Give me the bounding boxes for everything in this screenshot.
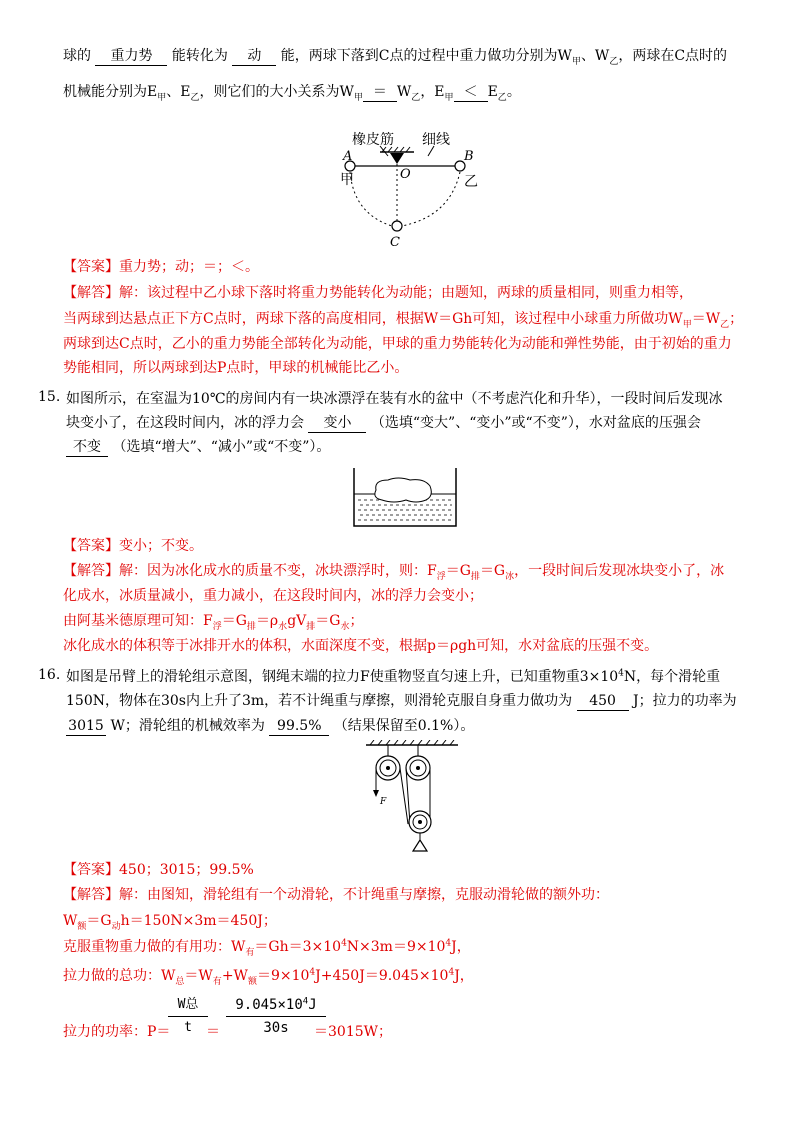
q15-line-2: 块变小了，在这段时间内，冰的浮力会 变小 （选填“变大”、“变小”或“不变”），水对盆底的压强会 [66,415,701,431]
q16-expl-4: 拉力做的总功：$W_总=W_有+W_额=9\times 10^4J+450J=9.045\times 10^4J$， [63,967,474,987]
weight [413,840,427,851]
ice-block [375,478,431,502]
q14-expl-4: 势能相同，所以两球到达P点时，甲球的机械能比乙小。 [63,360,409,376]
q16-expl-5-label: 拉力的功率：P＝ [63,1024,171,1040]
blank-5: 变小 [308,414,366,433]
q16-answer: 【答案】450；3015；99.5% [63,862,254,878]
q14-expl-1: 【解答】解：该过程中乙小球下落时将重力势能转化为动能；由题知，两球的质量相同，则重力相等， [63,285,693,301]
pivot-shape [390,153,404,164]
ball-c [392,221,402,231]
pendulum-figure [330,122,490,252]
q16-expl-5-result: ＝3015W； [314,1024,393,1040]
blank-2: 动 [232,47,276,66]
q16-line-2: 150N，物体在30s内上升了3m，若不计绳重与摩擦，则滑轮克服自身重力做功为 450 J；拉力的功率为 [66,693,737,709]
blank-1: 重力势 [95,47,167,66]
q14-expl-3: 两球到达C点时，乙小的重力势能全部转化为动能，甲球的重力势能转化为动能和弹性势能，由于初始的重力 [63,336,732,352]
q15-expl-1: 【解答】解：因为冰化成水的质量不变，冰块漂浮时，则：$F_浮=G_排=G_冰$，一段时间后发现冰块变小了，冰 [63,563,725,582]
q14-line-1: 球的 重力势 能转化为 动 能，两球下落到C点的过程中重力做功分别为$W_甲$、$W_乙$，两球在C点时的 [63,48,728,67]
q15-line-3: 不变 （选填“增大”、“减小”或“不变”）。 [66,437,330,457]
q16-number: 16. [38,667,61,683]
blank-3: ＝ [363,83,397,102]
q16-line-3: 3015 W；滑轮组的机械效率为 99.5% （结果保留至0.1%）。 [66,716,474,736]
thread-label: 细线 [422,132,450,148]
q15-number: 15. [38,389,61,405]
q16-expl-1: 【解答】解：由图知，滑轮组有一个动滑轮，不计绳重与摩擦，克服动滑轮做的额外功： [63,887,609,903]
blank-9: 99.5% [269,717,329,736]
q15-answer: 【答案】变小；不变。 [63,538,203,554]
fraction-2: $9.045\times 10^4J$ 30s [226,996,326,1037]
q15-expl-3: 由阿基米德原理可知：$F_浮=G_排=\rho_水gV_排=G_水$； [63,613,364,632]
q16-expl-3: 克服重物重力做的有用功：$W_有=Gh=3\times 10^4N\times 3m=9\times 10^4J$， [63,938,471,958]
rubber-band-label: 橡皮筋 [352,132,394,148]
svg-text:B: B [464,149,474,164]
svg-text:乙: 乙 [464,174,478,190]
pulley-figure [362,740,462,856]
blank-8: 3015 [66,717,106,736]
force-label: F [380,797,387,807]
fraction-1: W总 t [168,996,208,1037]
q16-line-1: 如图是吊臂上的滑轮组示意图，钢绳末端的拉力F使重物竖直匀速上升，已知重物重$3\times 10^4N$，每个滑轮重 [66,668,721,685]
q14-line-2: 机械能分别为$E_甲$、$E_乙$，则它们的大小关系为$W_甲 = W_乙$，$E_甲 < E_乙$。 [63,84,521,103]
q15-expl-2: 化成水，冰质量减小，重力减小，在这段时间内，冰的浮力会变小； [63,588,483,604]
q16-expl-2: $W_额=G_动h=150N\times 3m=450J$； [63,913,277,932]
ice-basin-figure [352,466,460,530]
svg-text:A: A [343,149,353,164]
q14-expl-2: 当两球到达悬点正下方C点时，两球下落的高度相同，根据W＝Gh可知，该过程中小球重力所做功$W_甲=W_乙$； [63,311,744,330]
svg-text:O: O [400,167,411,182]
blank-6: 不变 [66,438,108,457]
svg-text:C: C [390,235,400,250]
q14-answer: 【答案】重力势；动；＝；＜。 [63,259,259,275]
blank-7: 450 [577,692,629,711]
q15-line-1: 如图所示，在室温为10℃的房间内有一块冰漂浮在装有水的盆中（不考虑汽化和升华），一段时间后发现冰 [66,391,723,407]
blank-4: ＜ [454,83,488,102]
q15-expl-4: 冰化成水的体积等于冰排开水的体积，水面深度不变，根据p＝ρgh可知，水对盆底的压强不变。 [63,638,659,654]
svg-text:甲: 甲 [340,172,354,188]
